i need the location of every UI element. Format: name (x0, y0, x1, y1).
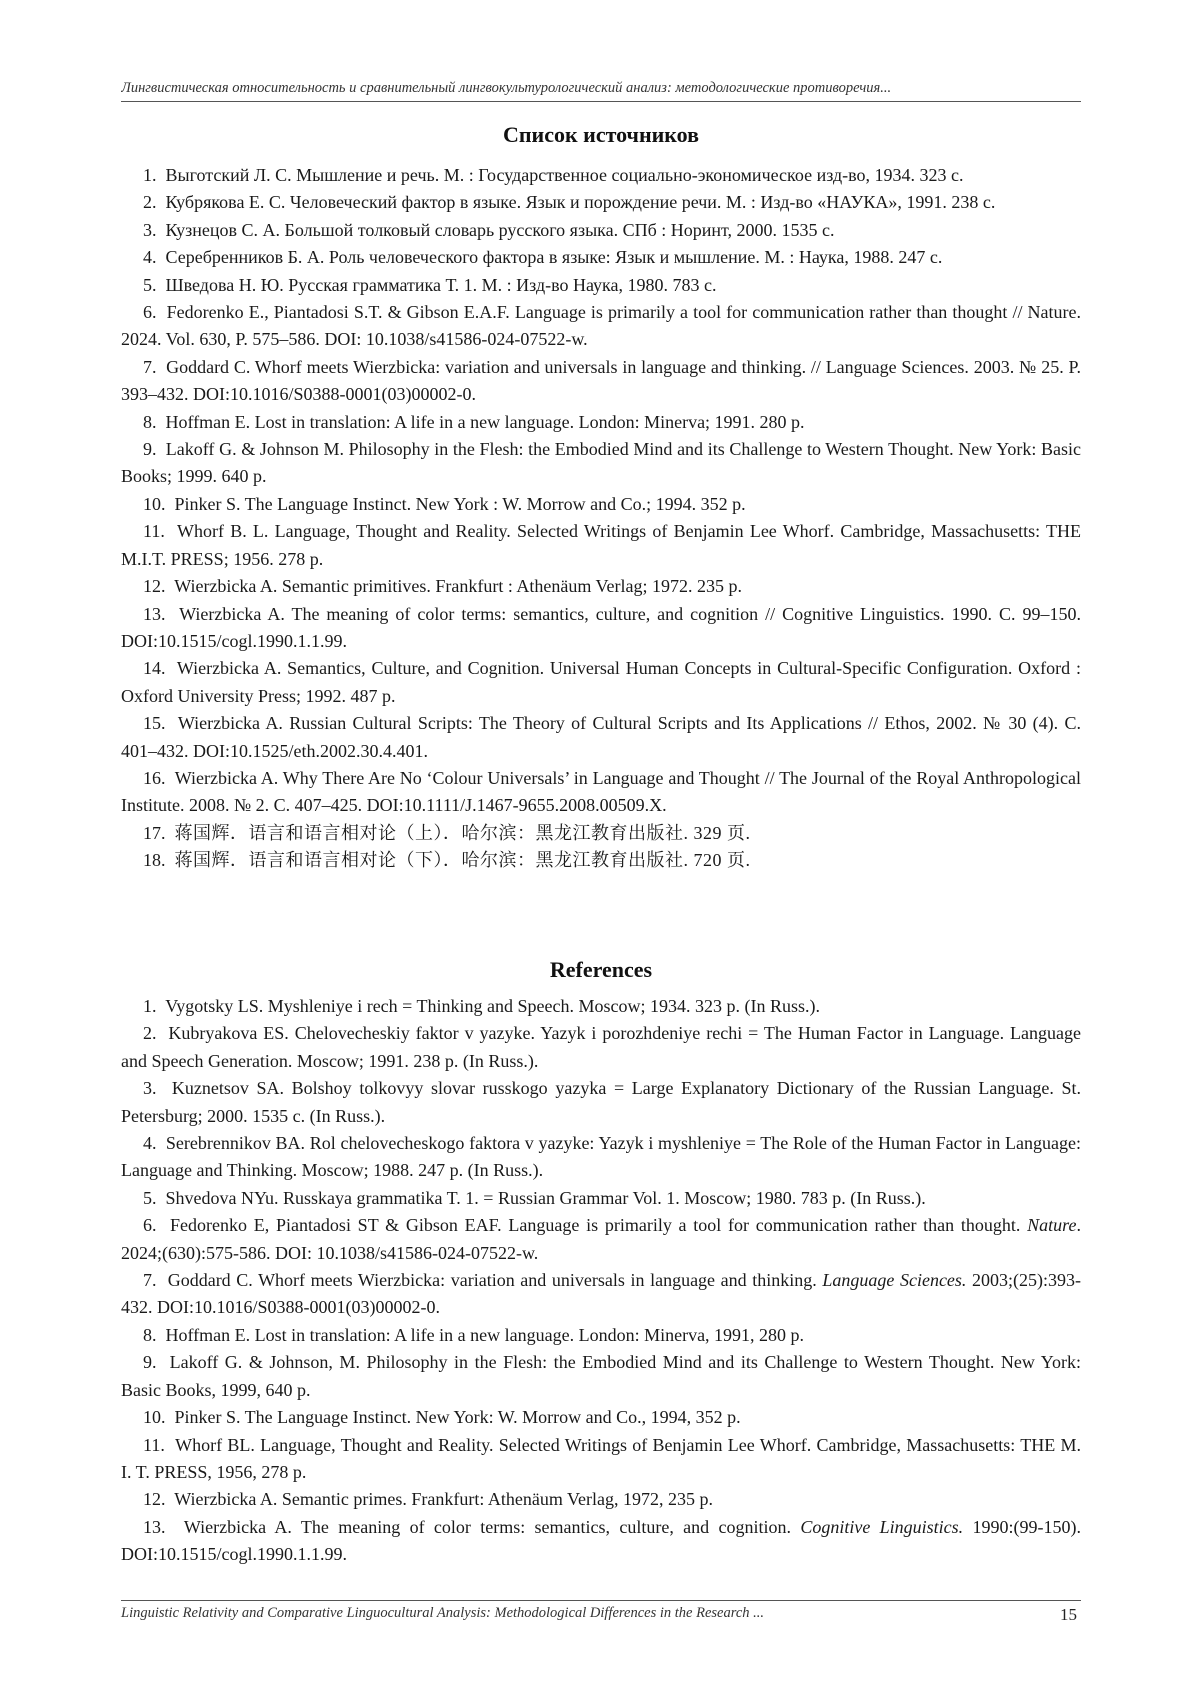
references-title: References (549, 957, 653, 982)
source-number: 8. (143, 411, 157, 432)
reference-text: Shvedova NYu. Russkaya grammatika T. 1. = Russian Grammar Vol. 1. Moscow; 1980. 783 p. (In Russ.). (165, 1187, 926, 1208)
source-number: 3. (143, 219, 157, 240)
reference-text: Lakoff G. & Johnson, M. Philosophy in the Flesh: the Embodied Mind and its Challenge to Western Thought. New York: Basic Books, 1999, 640 p. (121, 1352, 1081, 1400)
source-text: Goddard C. Whorf meets Wierzbicka: variation and universals in language and thinking. // Language Sciences. 2003. № 25. P. 393–432. DOI:10.1016/S0388-0001(03)00002-0. (121, 356, 1082, 405)
source-item (121, 272, 1081, 299)
reference-journal: Nature (1027, 1215, 1077, 1236)
source-text: Wierzbicka A. Semantic primitives. Frankfurt : Athenäum Verlag; 1972. 235 p. (174, 576, 743, 597)
reference-item (121, 1075, 1081, 1130)
running-header: Лингвистическая относительность и сравнительный лингвокультурологический анализ: методологические противоречия... (121, 80, 1081, 102)
source-item (121, 518, 1081, 573)
page-number: 15 (1060, 1605, 1077, 1624)
source-text: Шведова Н. Ю. Русская грамматика Т. 1. М. : Изд-во Наука, 1980. 783 с. (165, 274, 717, 295)
footer-running-title: Linguistic Relativity and Comparative Linguocultural Analysis: Methodological Differences in the Research ... (121, 1605, 765, 1621)
reference-item (121, 1267, 1081, 1322)
source-number: 1. (143, 165, 157, 185)
reference-number: 6. (143, 1215, 157, 1236)
source-text: Wierzbicka A. The meaning of color terms: semantics, culture, and cognition // Cognitive Linguistics. 1990. C. 99–150. DOI:10.1515/cogl.1990.1.1.99. (121, 603, 1081, 651)
reference-item (121, 1349, 1081, 1404)
source-item (121, 354, 1081, 409)
source-number: 5. (143, 274, 157, 295)
source-item (121, 655, 1081, 710)
source-number: 15. (143, 713, 166, 734)
source-number: 9. (143, 439, 157, 460)
source-item (121, 409, 1081, 436)
reference-item (121, 993, 1081, 1020)
source-text: Wierzbicka A. Russian Cultural Scripts: The Theory of Cultural Scripts and Its Applications // Ethos, 2002. № 30 (4). C. 401–432. DOI:10.1525/eth.2002.30.4.401. (121, 713, 1081, 761)
source-number: 7. (143, 356, 157, 377)
reference-number: 13. (143, 1516, 166, 1537)
source-text: Кузнецов С. А. Большой толковый словарь русского языка. СПб : Норинт, 2000. 1535 с. (165, 219, 835, 240)
reference-number: 1. (143, 996, 157, 1016)
reference-number: 12. (143, 1489, 166, 1510)
reference-number: 9. (143, 1352, 157, 1373)
source-item (121, 162, 1081, 189)
reference-text: Pinker S. The Language Instinct. New York: W. Morrow and Co., 1994, 352 p. (174, 1407, 741, 1428)
source-text: 蒋国辉．语言和语言相对论（下）．哈尔滨：黑龙江教育出版社. 720 页. (174, 850, 751, 871)
reference-text: Hoffman E. Lost in translation: A life in a new language. London: Minerva, 1991, 280 p. (165, 1324, 805, 1345)
sources-list (121, 162, 1081, 875)
reference-number: 3. (143, 1078, 157, 1099)
reference-text: Vygotsky LS. Myshleniye i rech = Thinking and Speech. Moscow; 1934. 323 p. (In Russ.). (165, 996, 820, 1016)
source-text: Выготский Л. С. Мышление и речь. М. : Государственное социально-экономическое изд-во, 1934. 323 с. (165, 165, 964, 185)
reference-text: Wierzbicka A. The meaning of color terms: semantics, culture, and cognition. (183, 1516, 801, 1537)
source-item (121, 573, 1081, 600)
source-number: 4. (143, 247, 157, 268)
reference-text: Serebrennikov BA. Rol chelovecheskogo faktora v yazyke: Yazyk i myshleniye = The Role of the Human Factor in Language: Language and Thinking. Moscow; 1988. 247 p. (In Russ.). (121, 1133, 1081, 1181)
source-item (121, 710, 1081, 765)
reference-journal: Cognitive Linguistics. (800, 1516, 964, 1537)
reference-number: 4. (143, 1133, 157, 1154)
source-item (121, 436, 1081, 491)
source-number: 10. (143, 493, 166, 514)
reference-item (121, 1020, 1081, 1075)
reference-details: . 2024;(630):575-586. DOI: 10.1038/s41586-024-07522-w. (121, 1215, 1081, 1263)
reference-text: Whorf BL. Language, Thought and Reality. Selected Writings of Benjamin Lee Whorf. Cambridge, Massachusetts: THE M. I. T. PRESS, 1956, 278 p. (121, 1434, 1082, 1482)
source-text: Whorf B. L. Language, Thought and Reality. Selected Writings of Benjamin Lee Whorf. Cambridge, Massachusetts: THE M.I.T. PRESS; 1956. 278 p. (121, 521, 1081, 569)
source-text: Fedorenko E., Piantadosi S.T. & Gibson E.A.F. Language is primarily a tool for communication rather than thought // Nature. 2024. Vol. 630, P. 575–586. DOI: 10.1038/s41586-024-07522-w. (121, 302, 1082, 350)
source-number: 14. (143, 658, 166, 679)
reference-number: 11. (143, 1434, 165, 1455)
source-text: Wierzbicka A. Why There Are No ‘Colour Universals’ in Language and Thought // The Journal of the Royal Anthropological Institute. 2008. № 2. C. 407–425. DOI:10.1111/J.1467-9655.2008.00509.X. (121, 767, 1081, 816)
source-item (121, 217, 1081, 244)
source-item (121, 847, 1081, 874)
reference-number: 8. (143, 1324, 157, 1345)
source-number: 16. (143, 767, 166, 788)
reference-text: Kubryakova ES. Chelovecheskiy faktor v yazyke. Yazyk i porozhdeniye rechi = The Human Factor in Language. Language and Speech Generation. Moscow; 1991. 238 p. (In Russ.). (121, 1023, 1081, 1071)
source-text: Hoffman E. Lost in translation: A life in a new language. London: Minerva; 1991. 280 p. (165, 411, 805, 432)
source-number: 17. (143, 822, 166, 843)
reference-item (121, 1486, 1081, 1513)
source-item (121, 244, 1081, 271)
source-text: Wierzbicka A. Semantics, Culture, and Cognition. Universal Human Concepts in Cultural-Specific Configuration. Oxford : Oxford University Press; 1992. 487 p. (121, 658, 1081, 706)
reference-text: Wierzbicka A. Semantic primes. Frankfurt: Athenäum Verlag, 1972, 235 p. (174, 1489, 714, 1510)
reference-item (121, 1432, 1081, 1487)
source-text: Lakoff G. & Johnson M. Philosophy in the Flesh: the Embodied Mind and its Challenge to Western Thought. New York: Basic Books; 1999. 640 p. (121, 439, 1082, 487)
source-number: 13. (143, 603, 166, 624)
source-item (121, 765, 1081, 820)
reference-text: Kuznetsov SA. Bolshoy tolkovyy slovar russkogo yazyka = Large Explanatory Dictionary of the Russian Language. St. Petersburg; 2000. 1535 c. (In Russ.). (121, 1078, 1082, 1126)
reference-text: Fedorenko E, Piantadosi ST & Gibson EAF. Language is primarily a tool for communication rather than thought. (169, 1215, 1028, 1236)
reference-item (121, 1514, 1081, 1569)
source-text: Серебренников Б. А. Роль человеческого фактора в языке: Язык и мышление. М. : Наука, 1988. 247 с. (165, 247, 943, 268)
reference-item (121, 1185, 1081, 1212)
source-number: 6. (143, 302, 157, 323)
source-text: 蒋国辉．语言和语言相对论（上）．哈尔滨：黑龙江教育出版社. 329 页. (174, 822, 751, 843)
source-item (121, 491, 1081, 518)
reference-text: Goddard C. Whorf meets Wierzbicka: variation and universals in language and thinking. (167, 1270, 823, 1291)
reference-item (121, 1212, 1081, 1267)
source-text: Pinker S. The Language Instinct. New York : W. Morrow and Co.; 1994. 352 p. (174, 493, 746, 514)
source-item (121, 299, 1081, 354)
reference-number: 7. (143, 1270, 157, 1291)
reference-item (121, 1322, 1081, 1349)
source-number: 11. (143, 521, 165, 542)
references-list (121, 993, 1081, 1569)
source-number: 12. (143, 576, 166, 597)
source-number: 18. (143, 850, 166, 871)
reference-item (121, 1130, 1081, 1185)
sources-title: Список источников (502, 122, 700, 147)
reference-journal: Language Sciences. (822, 1270, 967, 1291)
reference-details: 2003;(25):393-432. DOI:10.1016/S0388-0001(03)00002-0. (121, 1270, 1082, 1318)
source-text: Кубрякова Е. С. Человеческий фактор в языке. Язык и порождение речи. М. : Изд-во «НАУКА», 1991. 238 с. (165, 192, 996, 213)
reference-number: 2. (143, 1023, 157, 1044)
source-number: 2. (143, 192, 157, 213)
reference-number: 5. (143, 1187, 157, 1208)
reference-details: 1990:(99-150). DOI:10.1515/cogl.1990.1.1.99. (121, 1516, 1081, 1565)
source-item (121, 601, 1081, 656)
reference-number: 10. (143, 1407, 166, 1428)
reference-item (121, 1404, 1081, 1431)
source-item (121, 820, 1081, 847)
source-item (121, 189, 1081, 216)
page-footer (121, 1600, 1081, 1622)
